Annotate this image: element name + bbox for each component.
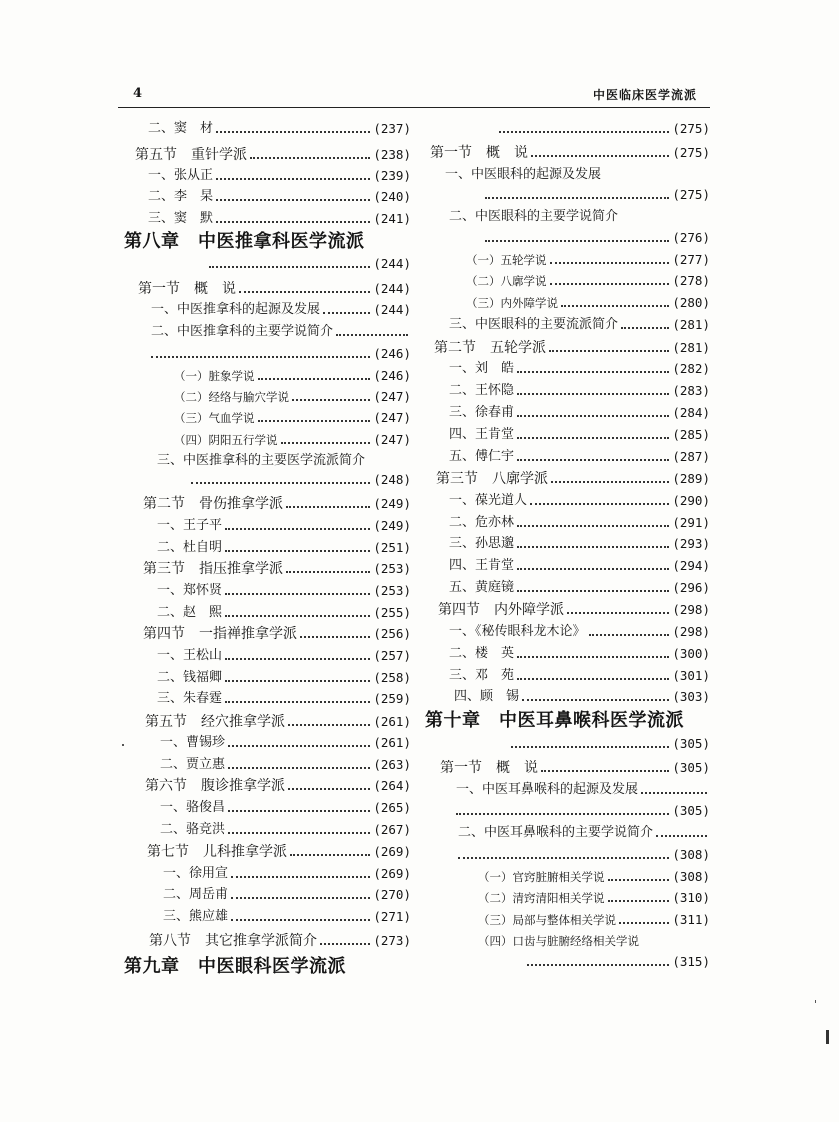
entry-page: (281) (672, 317, 710, 332)
entry-page: (291) (672, 515, 710, 530)
dot-leader (551, 481, 669, 483)
toc-entry (118, 559, 411, 579)
toc-entry (118, 430, 411, 450)
entry-title: 四、顾 锡 (454, 689, 520, 704)
dot-leader (485, 197, 669, 199)
header-rule (118, 107, 710, 108)
entry-page: (247) (373, 432, 411, 447)
entry-title: （二）八廓学说 (466, 274, 547, 288)
dot-leader (567, 612, 669, 614)
entry-page: (255) (373, 605, 411, 620)
dot-leader (527, 964, 669, 966)
entry-title: 一、王子平 (157, 518, 223, 533)
dot-leader (589, 634, 670, 636)
entry-title: （四）口齿与脏腑经络相关学说 (478, 934, 639, 948)
toc-entry (418, 143, 710, 163)
entry-page: (301) (672, 668, 710, 683)
entry-page: (287) (672, 449, 710, 464)
entry-page: (289) (672, 471, 710, 486)
toc-entry (118, 864, 411, 884)
dot-leader (517, 525, 669, 527)
entry-title: 三、中医推拿科的主要医学流派简介 (157, 453, 366, 468)
toc-entry (418, 469, 710, 489)
entry-title: 二、周岳甫 (163, 887, 229, 902)
entry-title: 一、中医耳鼻喉科的起源及发展 (456, 782, 639, 797)
toc-entry (118, 842, 411, 862)
entry-title: 二、骆竞洪 (160, 822, 226, 837)
entry-title: 三、邓 苑 (449, 668, 515, 683)
toc-entry (118, 366, 411, 386)
scan-speck (815, 1000, 816, 1003)
entry-title: （一）五轮学说 (466, 253, 547, 267)
toc-entry (418, 600, 710, 620)
entry-title: 二、贾立惠 (160, 757, 226, 772)
dot-leader (225, 680, 370, 682)
entry-title: 第六节 腹诊推拿学派 (145, 778, 285, 794)
toc-entry (418, 888, 710, 908)
toc-entry (418, 534, 710, 554)
entry-title: 第五节 重针学派 (135, 147, 247, 163)
dot-leader (531, 155, 669, 157)
toc-entry (118, 798, 411, 818)
entry-page: (259) (373, 691, 411, 706)
entry-page: (241) (373, 211, 411, 226)
dot-leader (517, 590, 669, 592)
entry-page: (264) (373, 778, 411, 793)
toc-entry (418, 622, 710, 642)
entry-page: (249) (373, 496, 411, 511)
dot-leader (258, 420, 371, 422)
dot-leader (281, 442, 371, 444)
dot-leader (550, 283, 670, 285)
dot-leader (258, 378, 371, 380)
toc-entry (118, 451, 411, 471)
entry-title: 第三节 指压推拿学派 (143, 561, 283, 577)
entry-page: (248) (373, 472, 411, 487)
entry-page: (276) (672, 230, 710, 245)
entry-title: 第二节 五轮学派 (434, 340, 546, 356)
entry-page: (271) (373, 909, 411, 924)
dot-leader (216, 131, 370, 133)
dot-leader (228, 810, 370, 812)
entry-title: 一、郑怀贤 (157, 583, 223, 598)
toc-entry (418, 758, 710, 778)
entry-title: 二、窦 材 (148, 121, 214, 136)
entry-page: (310) (672, 890, 710, 905)
toc-entry (118, 119, 411, 139)
entry-page: (238) (373, 147, 411, 162)
entry-page: (281) (672, 340, 710, 355)
toc-entry (118, 907, 411, 927)
dot-leader (641, 792, 707, 794)
dot-leader (216, 221, 370, 223)
entry-title: 三、朱春霆 (157, 691, 223, 706)
entry-page: (244) (373, 281, 411, 296)
entry-title: 五、黄庭镜 (449, 580, 515, 595)
toc-entry (118, 187, 411, 207)
entry-page: (275) (672, 121, 710, 136)
toc-entry-continuation (418, 185, 710, 205)
dot-leader (231, 876, 370, 878)
dot-leader (621, 327, 669, 329)
dot-leader (511, 746, 669, 748)
toc-entry (418, 823, 710, 843)
dot-leader (231, 897, 370, 899)
entry-title: 第七节 儿科推拿学派 (147, 844, 287, 860)
dot-leader (517, 678, 669, 680)
toc-entry (118, 885, 411, 905)
dot-leader (323, 312, 370, 314)
entry-title: 三、徐春甫 (449, 405, 515, 420)
dot-leader (517, 656, 669, 658)
chapter-heading: 第九章 中医眼科医学流派 (124, 956, 346, 977)
dot-leader (619, 922, 669, 924)
entry-title: 二、危亦林 (449, 515, 515, 530)
entry-page: (298) (672, 624, 710, 639)
dot-leader (517, 568, 669, 570)
toc-entry (118, 408, 411, 428)
toc-entry (418, 250, 710, 270)
dot-leader (286, 506, 370, 508)
entry-page: (308) (672, 847, 710, 862)
entry-page: (265) (373, 800, 411, 815)
toc-entry (118, 322, 411, 342)
entry-page: (305) (672, 760, 710, 775)
toc-entry (118, 145, 411, 165)
entry-title: 第五节 经穴推拿学派 (145, 714, 285, 730)
dot-leader (228, 832, 370, 834)
toc-entry-continuation (418, 228, 710, 248)
toc-entry (418, 687, 710, 707)
dot-leader (231, 919, 370, 921)
dot-leader (286, 571, 370, 573)
running-title: 中医临床医学流派 (592, 88, 697, 102)
entry-page: (256) (373, 626, 411, 641)
toc-entry (418, 780, 710, 800)
dot-leader (608, 879, 670, 881)
entry-page: (257) (373, 648, 411, 663)
toc-entry (418, 666, 710, 686)
dot-leader (288, 724, 370, 726)
entry-title: 一、骆俊昌 (160, 800, 226, 815)
toc-entry-continuation (118, 344, 411, 364)
scan-edge-mark (826, 1030, 829, 1044)
entry-title: 第一节 概 说 (138, 281, 236, 297)
toc-entry (118, 166, 411, 186)
entry-title: 二、赵 熙 (157, 605, 223, 620)
entry-title: 一、中医眼科的起源及发展 (445, 167, 602, 182)
toc-entry (418, 338, 710, 358)
entry-title: 第一节 概 说 (430, 145, 528, 161)
entry-title: 四、王肯堂 (449, 558, 515, 573)
entry-page: (303) (672, 689, 710, 704)
entry-page: (283) (672, 383, 710, 398)
dot-leader (456, 813, 669, 815)
entry-title: 二、中医推拿科的主要学说简介 (151, 324, 334, 339)
entry-page: (244) (373, 256, 411, 271)
entry-page: (300) (672, 646, 710, 661)
entry-title: 四、王肯堂 (449, 427, 515, 442)
dot-leader (517, 415, 669, 417)
dot-leader (517, 371, 669, 373)
entry-page: (246) (373, 346, 411, 361)
toc-entry (418, 293, 710, 313)
dot-leader (151, 356, 370, 358)
toc-entry (418, 931, 710, 951)
entry-page: (270) (373, 887, 411, 902)
entry-page: (239) (373, 168, 411, 183)
entry-title: 二、王怀隐 (449, 383, 515, 398)
entry-page: (251) (373, 540, 411, 555)
entry-page: (275) (672, 187, 710, 202)
entry-title: 一、徐用宣 (163, 866, 229, 881)
dot-leader (292, 399, 370, 401)
entry-page: (296) (672, 580, 710, 595)
entry-page: (275) (672, 145, 710, 160)
toc-entry (118, 624, 411, 644)
toc-entry (418, 271, 710, 291)
dot-leader (336, 334, 408, 336)
toc-entry (118, 516, 411, 536)
entry-title: 二、中医眼科的主要学说简介 (449, 209, 619, 224)
entry-title: 一、王松山 (157, 648, 223, 663)
entry-title: （三）内外障学说 (466, 296, 558, 310)
toc-entry (118, 209, 411, 229)
toc-entry (118, 387, 411, 407)
toc-entry (118, 603, 411, 623)
toc-entry-continuation (418, 119, 710, 139)
toc-entry-continuation (118, 470, 411, 490)
entry-page: (261) (373, 714, 411, 729)
toc-entry (418, 165, 710, 185)
entry-page: (247) (373, 410, 411, 425)
toc-entry (418, 359, 710, 379)
toc-entry-continuation (418, 845, 710, 865)
entry-title: （二）清窍清阳相关学说 (478, 891, 605, 905)
dot-leader (550, 262, 670, 264)
entry-page: (263) (373, 757, 411, 772)
entry-page: (294) (672, 558, 710, 573)
entry-title: 三、中医眼科的主要流派简介 (449, 317, 619, 332)
toc-entry (118, 300, 411, 320)
entry-title: 二、杜自明 (157, 540, 223, 555)
dot-leader (225, 528, 370, 530)
page-number: 4 (133, 86, 143, 101)
dot-leader (517, 459, 669, 461)
entry-page: (308) (672, 869, 710, 884)
scan-speck (122, 744, 124, 746)
toc-entry (418, 207, 710, 227)
entry-page: (278) (672, 273, 710, 288)
entry-title: 第二节 骨伤推拿学派 (143, 496, 283, 512)
dot-leader (250, 157, 370, 159)
entry-title: 一、曹锡珍 (160, 735, 226, 750)
toc-entry (118, 820, 411, 840)
toc-entry (118, 733, 411, 753)
entry-page: (247) (373, 389, 411, 404)
dot-leader (216, 199, 370, 201)
toc-entry (418, 578, 710, 598)
toc-entry (418, 315, 710, 335)
toc-entry (418, 644, 710, 664)
entry-page: (267) (373, 822, 411, 837)
toc-entry-continuation (418, 952, 710, 972)
entry-title: （一）官窍脏腑相关学说 (478, 870, 605, 884)
toc-entry (118, 776, 411, 796)
entry-page: (305) (672, 736, 710, 751)
entry-page: (240) (373, 189, 411, 204)
toc-entry (118, 668, 411, 688)
dot-leader (225, 615, 370, 617)
dot-leader (530, 503, 669, 505)
entry-page: (253) (373, 561, 411, 576)
entry-page: (315) (672, 954, 710, 969)
toc-entry (118, 755, 411, 775)
toc-entry-continuation (418, 801, 710, 821)
entry-page: (269) (373, 844, 411, 859)
dot-leader (517, 546, 669, 548)
entry-page: (298) (672, 602, 710, 617)
dot-leader (216, 178, 370, 180)
toc-entry (418, 513, 710, 533)
toc-entry (118, 646, 411, 666)
toc-entry (418, 491, 710, 511)
entry-title: 三、熊应雄 (163, 909, 229, 924)
entry-title: 三、窦 默 (148, 211, 214, 226)
entry-title: 第三节 八廓学派 (436, 471, 548, 487)
toc-entry (118, 581, 411, 601)
entry-title: （三）气血学说 (174, 411, 255, 425)
dot-leader (549, 350, 669, 352)
entry-page: (237) (373, 121, 411, 136)
dot-leader (541, 770, 669, 772)
toc-entry (418, 556, 710, 576)
entry-page: (261) (373, 735, 411, 750)
entry-page: (311) (672, 912, 710, 927)
entry-title: 第一节 概 说 (440, 760, 538, 776)
toc-entry (118, 712, 411, 732)
dot-leader (517, 393, 669, 395)
dot-leader (522, 699, 669, 701)
dot-leader (209, 266, 370, 268)
toc-entry (418, 867, 710, 887)
entry-title: 二、钱福卿 (157, 670, 223, 685)
toc-entry (118, 279, 411, 299)
toc-entry (418, 403, 710, 423)
entry-title: 第四节 一指禅推拿学派 (143, 626, 297, 642)
entry-page: (258) (373, 670, 411, 685)
entry-page: (280) (672, 295, 710, 310)
entry-title: 一、张从正 (148, 168, 214, 183)
entry-page: (273) (373, 933, 411, 948)
entry-title: （四）阴阳五行学说 (174, 433, 278, 447)
entry-page: (253) (373, 583, 411, 598)
entry-title: 一、《秘传眼科龙木论》 (449, 624, 586, 639)
entry-title: （三）局部与整体相关学说 (478, 913, 616, 927)
dot-leader (290, 854, 370, 856)
entry-page: (282) (672, 361, 710, 376)
entry-title: 二、中医耳鼻喉科的主要学说简介 (458, 825, 654, 840)
entry-page: (293) (672, 536, 710, 551)
entry-title: 一、中医推拿科的起源及发展 (151, 302, 321, 317)
toc-entry (118, 538, 411, 558)
dot-leader (191, 482, 370, 484)
toc-entry (118, 689, 411, 709)
entry-title: 第八节 其它推拿学派简介 (149, 933, 317, 949)
dot-leader (561, 305, 669, 307)
toc-entry-continuation (418, 734, 710, 754)
entry-page: (246) (373, 368, 411, 383)
dot-leader (225, 593, 370, 595)
chapter-heading: 第十章 中医耳鼻喉科医学流派 (425, 710, 684, 731)
dot-leader (458, 857, 669, 859)
dot-leader (288, 788, 370, 790)
toc-entry-continuation (118, 254, 411, 274)
entry-page: (305) (672, 803, 710, 818)
entry-title: 三、孙思邈 (449, 536, 515, 551)
entry-page: (290) (672, 493, 710, 508)
toc-entry (118, 494, 411, 514)
dot-leader (228, 767, 370, 769)
entry-title: （一）脏象学说 (174, 369, 255, 383)
dot-leader (485, 240, 669, 242)
dot-leader (300, 636, 370, 638)
entry-page: (269) (373, 866, 411, 881)
dot-leader (320, 943, 370, 945)
entry-title: 一、刘 皓 (449, 361, 515, 376)
dot-leader (656, 835, 707, 837)
dot-leader (225, 550, 370, 552)
toc-entry (418, 447, 710, 467)
entry-page: (284) (672, 405, 710, 420)
toc-entry (118, 931, 411, 951)
entry-title: 二、楼 英 (449, 646, 515, 661)
entry-page: (249) (373, 518, 411, 533)
entry-page: (277) (672, 252, 710, 267)
dot-leader (608, 900, 670, 902)
dot-leader (499, 131, 669, 133)
toc-entry (418, 910, 710, 930)
entry-page: (244) (373, 302, 411, 317)
entry-title: 一、葆光道人 (449, 493, 528, 508)
dot-leader (225, 701, 370, 703)
entry-title: 第四节 内外障学派 (438, 602, 564, 618)
chapter-heading: 第八章 中医推拿科医学流派 (124, 231, 365, 252)
dot-leader (517, 437, 669, 439)
entry-title: 五、傅仁宇 (449, 449, 515, 464)
entry-page: (285) (672, 427, 710, 442)
toc-entry (418, 425, 710, 445)
toc-entry (418, 381, 710, 401)
dot-leader (228, 745, 370, 747)
dot-leader (239, 291, 370, 293)
entry-title: 二、李 杲 (148, 189, 214, 204)
dot-leader (225, 658, 370, 660)
entry-title: （二）经络与腧穴学说 (174, 390, 289, 404)
